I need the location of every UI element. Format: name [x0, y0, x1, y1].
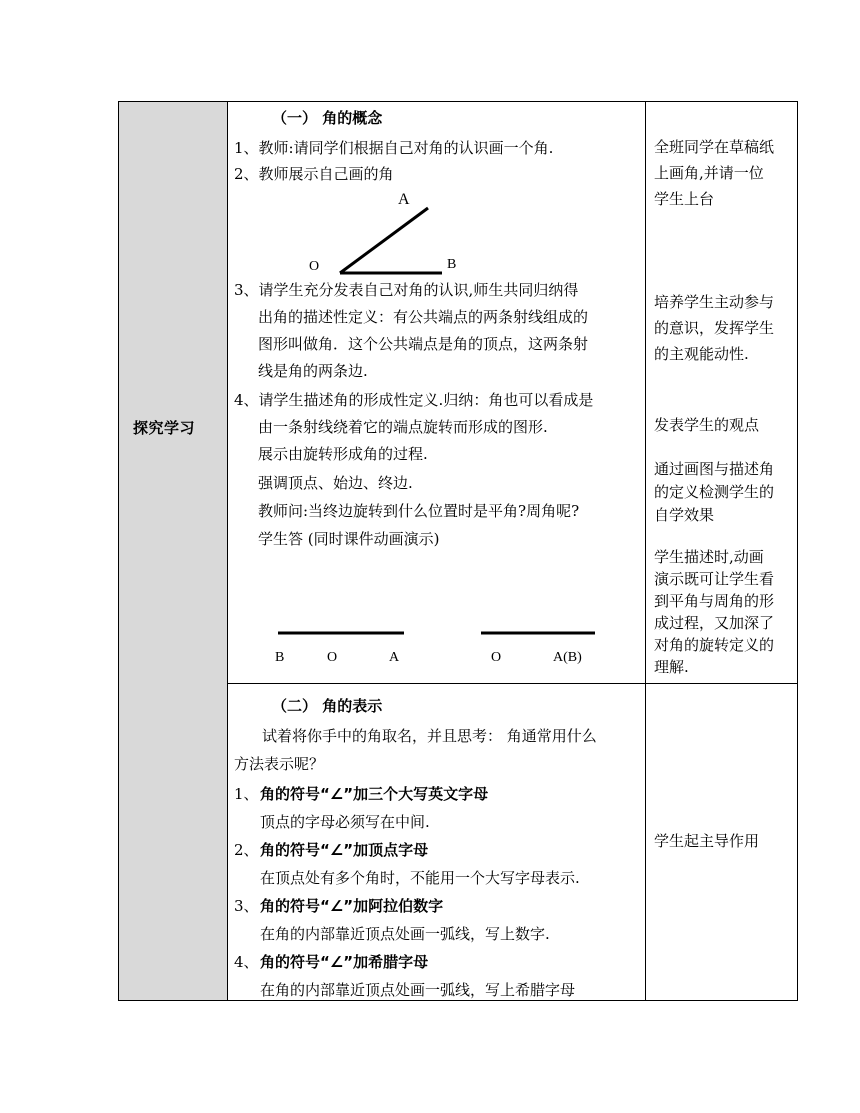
remark-line: 通过画图与描述角: [654, 460, 775, 478]
part1-line: 展示由旋转形成角的过程.: [258, 445, 428, 463]
remark-views: [654, 412, 759, 438]
item-number: 2、: [234, 841, 259, 859]
remark-participation: [654, 289, 774, 367]
remark-line: 学生描述时,动画: [654, 548, 764, 566]
full-o-label: O: [491, 650, 502, 665]
remark-line: 的意识，发挥学生: [654, 319, 775, 337]
part1-line: 3、请学生充分发表自己对角的认识,师生共同归纳得: [234, 281, 579, 299]
column-divider: [645, 102, 646, 1000]
remark-line: 成过程，又加深了: [654, 614, 775, 632]
item-description: 在顶点处有多个角时，不能用一个大写字母表示.: [260, 869, 580, 887]
item-heading: 角的符号“∠”加希腊字母: [260, 953, 429, 971]
part2-intro: 方法表示呢？: [234, 755, 325, 773]
remark-line: 上画角,并请一位: [654, 164, 764, 182]
item-number: 1、: [234, 785, 259, 803]
remark-line: 自学效果: [654, 506, 715, 524]
item-number: 4、: [234, 953, 259, 971]
remark-line: 的主观能动性.: [654, 345, 749, 363]
straight-o-label: O: [327, 650, 338, 665]
straight-a-label: A: [389, 650, 400, 665]
part1-line: 由一条射线绕着它的端点旋转而形成的图形.: [258, 418, 548, 436]
item-heading: 角的符号“∠”加顶点字母: [260, 841, 429, 859]
item-number: 3、: [234, 897, 259, 915]
remark-line: 发表学生的观点: [654, 416, 760, 434]
remark-line: 学生上台: [654, 190, 715, 208]
remark-line: 理解.: [654, 658, 689, 676]
part1-line: 教师问:当终边旋转到什么位置时是平角?周角呢?: [258, 502, 580, 520]
remark-line: 培养学生主动参与: [654, 293, 775, 311]
remark-check: [654, 458, 774, 527]
remark-line: 对角的旋转定义的: [654, 636, 775, 654]
point-o-label: O: [309, 259, 320, 274]
remark-line: 全班同学在草稿纸: [654, 138, 775, 156]
part1-line: 4、请学生描述角的形成性定义.归纳：角也可以看成是: [234, 391, 594, 409]
part2-title: （二） 角的表示: [272, 697, 383, 715]
full-ab-label: A(B): [553, 650, 582, 665]
part1-title: （一） 角的概念: [272, 109, 383, 127]
section-label: 探究学习: [133, 419, 196, 437]
item-description: 在角的内部靠近顶点处画一弧线，写上数字.: [260, 925, 550, 943]
remark-animation: [654, 546, 774, 678]
point-a-label: A: [398, 191, 410, 208]
part1-line: 1、教师:请同学们根据自己对角的认识画一个角.: [234, 139, 554, 157]
angle-aob-figure: [300, 190, 460, 280]
row-divider: [228, 683, 798, 684]
part2-remark: 学生起主导作用: [654, 832, 760, 850]
straight-angle-figure: [276, 630, 406, 636]
part1-line: 图形叫做角．这个公共端点是角的顶点，这两条射: [258, 335, 589, 353]
part1-line: 出角的描述性定义：有公共端点的两条射线组成的: [258, 308, 589, 326]
item-description: 顶点的字母必须写在中间.: [260, 813, 430, 831]
point-b-label: B: [447, 257, 457, 272]
part1-line: 学生答 (同时课件动画演示): [258, 530, 440, 548]
item-description: 在角的内部靠近顶点处画一弧线，写上希腊字母: [260, 981, 576, 999]
remark-line: 的定义检测学生的: [654, 483, 775, 501]
remark-line: 到平角与周角的形: [654, 592, 775, 610]
item-heading: 角的符号“∠”加阿拉伯数字: [260, 897, 444, 915]
part2-intro: 试着将你手中的角取名，并且思考： 角通常用什么: [262, 727, 597, 745]
straight-b-label: B: [275, 650, 285, 665]
full-angle-figure: [479, 630, 599, 636]
part1-line: 2、教师展示自己画的角: [234, 165, 394, 183]
part1-line: 强调顶点、始边、终边.: [258, 474, 413, 492]
item-heading: 角的符号“∠”加三个大写英文字母: [260, 785, 489, 803]
part1-line: 线是角的两条边.: [258, 362, 368, 380]
section-label-cell: [119, 102, 228, 1000]
remark-draw-angle: [654, 134, 774, 212]
remark-line: 演示既可让学生看: [654, 570, 775, 588]
